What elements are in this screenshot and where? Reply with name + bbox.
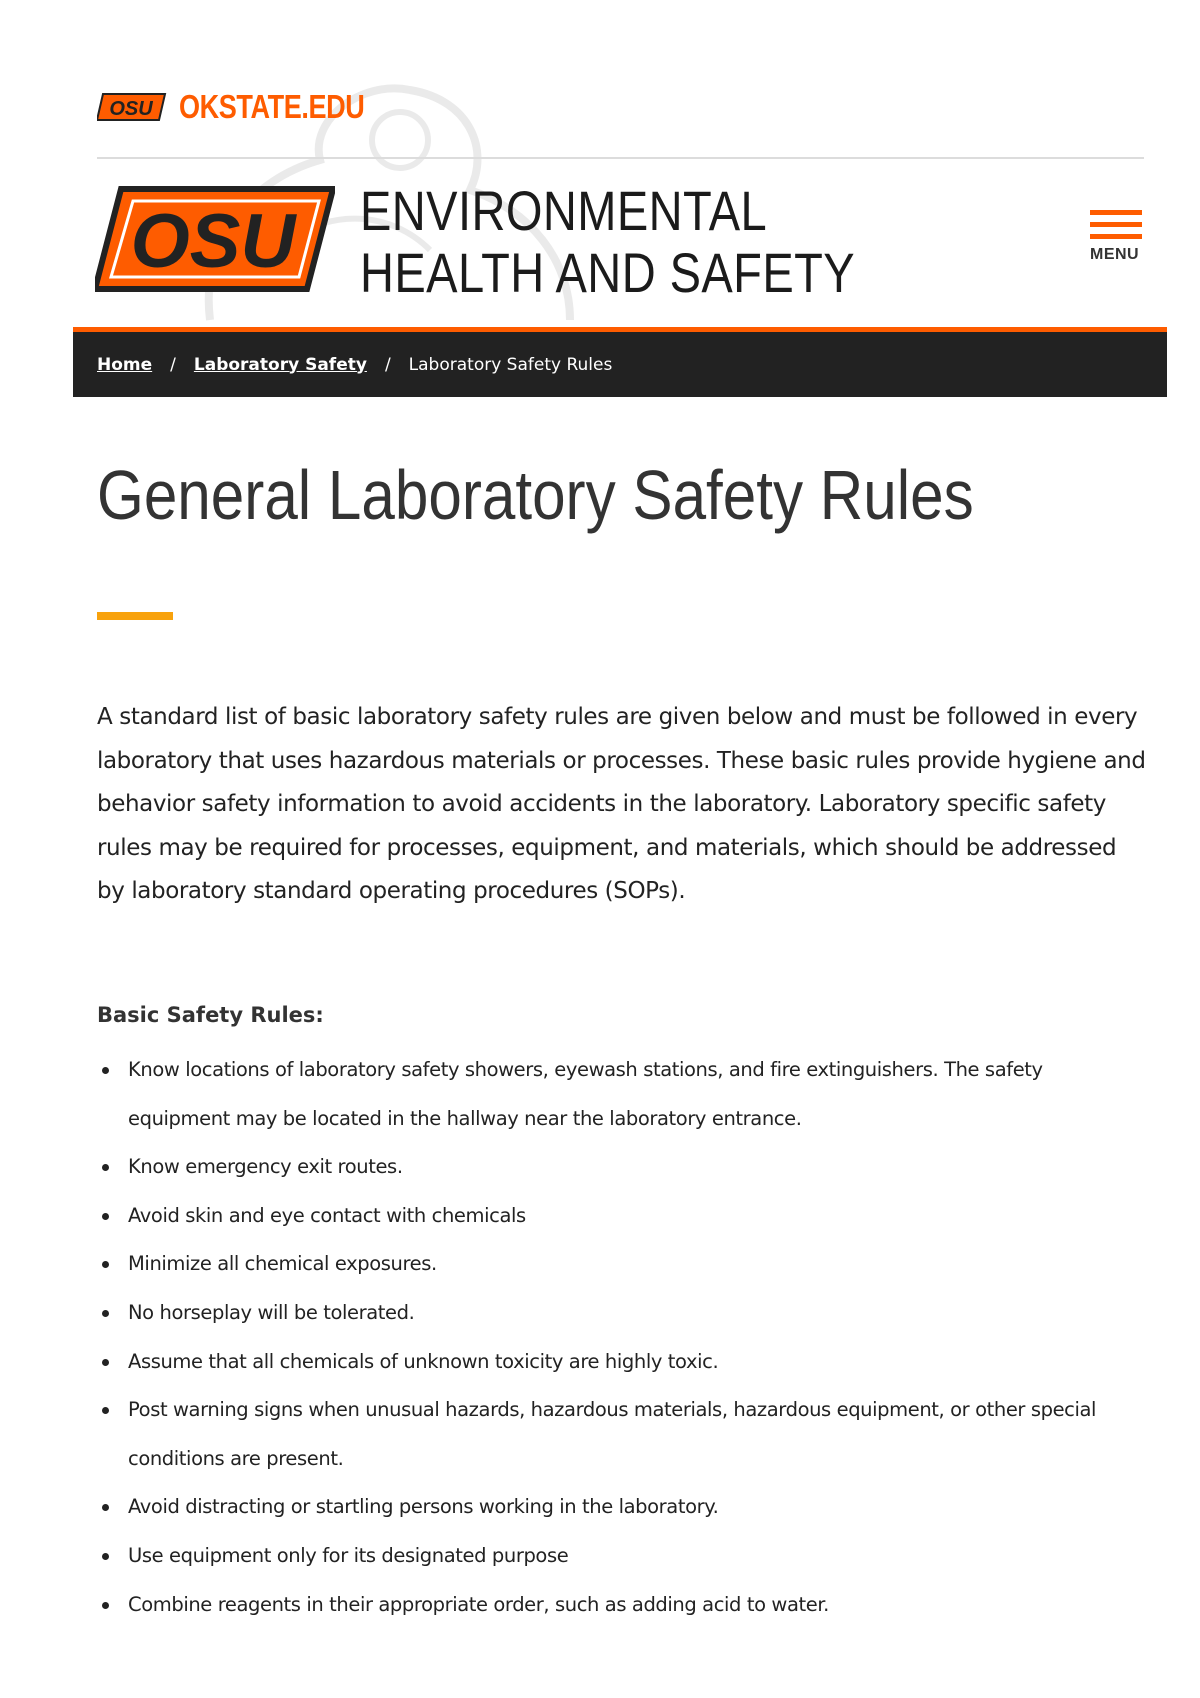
- hamburger-icon: [1090, 210, 1150, 239]
- list-item: Avoid skin and eye contact with chemicals: [97, 1192, 1147, 1241]
- intro-paragraph: A standard list of basic laboratory safety rules are given below and must be followed in every laboratory that uses hazardous materials or processes. These basic rules provide hygiene and behavior safety information to avoid accidents in the laboratory. Laboratory specific safety rules may be required for processes, equipment, and materials, which should be addressed by laboratory standard operating procedures (SOPs).: [97, 704, 1146, 904]
- list-item: Use equipment only for its designated purpose: [97, 1532, 1147, 1581]
- top-divider: [97, 157, 1144, 159]
- svg-text:OSU: OSU: [130, 199, 296, 284]
- rules-heading: Basic Safety Rules:: [97, 1003, 324, 1027]
- breadcrumb-separator: /: [170, 354, 176, 375]
- breadcrumb-current: Laboratory Safety Rules: [408, 354, 613, 375]
- list-item: No horseplay will be tolerated.: [97, 1289, 1147, 1338]
- osu-logo-icon[interactable]: [95, 175, 335, 303]
- top-bar: [97, 88, 405, 126]
- breadcrumb: [73, 332, 1167, 397]
- site-title: ENVIRONMENTAL HEALTH AND SAFETY: [360, 179, 856, 304]
- svg-text:OSU: OSU: [109, 98, 153, 120]
- list-item: Avoid distracting or startling persons working in the laboratory.: [97, 1483, 1147, 1532]
- breadcrumb-home-link[interactable]: Home: [97, 354, 153, 375]
- list-item: Post warning signs when unusual hazards, hazardous materials, hazardous equipment, or other special conditions are present.: [97, 1386, 1147, 1483]
- rules-list: [97, 1046, 1147, 1629]
- list-item: Know locations of laboratory safety showers, eyewash stations, and fire extinguishers. The safety equipment may be located in the hallway near the laboratory entrance.: [97, 1046, 1147, 1143]
- osu-mini-logo-icon[interactable]: [97, 90, 167, 124]
- menu-label: MENU: [1090, 246, 1140, 263]
- list-item: Know emergency exit routes.: [97, 1143, 1147, 1192]
- list-item: Assume that all chemicals of unknown toxicity are highly toxic.: [97, 1338, 1147, 1387]
- list-item: Minimize all chemical exposures.: [97, 1240, 1147, 1289]
- title-accent-bar: [97, 612, 173, 620]
- okstate-link[interactable]: OKSTATE.EDU: [179, 88, 365, 125]
- menu-button[interactable]: [1090, 210, 1150, 280]
- breadcrumb-separator: /: [384, 354, 391, 375]
- page-title: General Laboratory Safety Rules: [97, 456, 974, 534]
- breadcrumb-laboratory-safety-link[interactable]: Laboratory Safety: [193, 354, 367, 375]
- list-item: Combine reagents in their appropriate order, such as adding acid to water.: [97, 1581, 1147, 1630]
